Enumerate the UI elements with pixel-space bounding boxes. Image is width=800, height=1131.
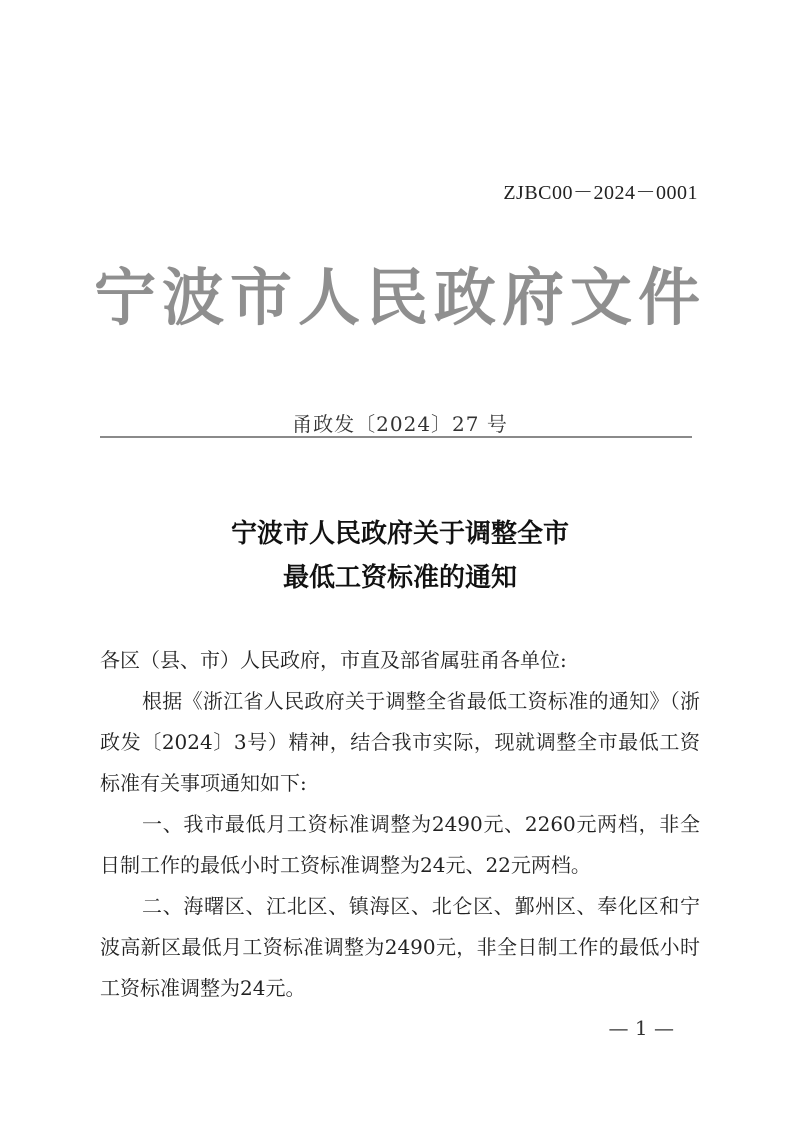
- paragraph-basis: 根据《浙江省人民政府关于调整全省最低工资标准的通知》（浙政发〔2024〕3号）精神，结合我市实际，现就调整全市最低工资标准有关事项通知如下:: [100, 689, 700, 795]
- document-title: [0, 512, 800, 600]
- document-body: [100, 640, 700, 1009]
- masthead-title: 宁波市人民政府文件: [93, 261, 706, 334]
- paragraph-item-1: 一、我市最低月工资标准调整为2490元、2260元两档，非全日制工作的最低小时工资标准调整为24元、22元两档。: [100, 812, 700, 877]
- document-code: ZJBC00－2024－0001: [503, 182, 698, 204]
- header-divider: [100, 436, 692, 438]
- document-number: 甬政发〔2024〕27 号: [292, 412, 508, 436]
- title-line-1: 宁波市人民政府关于调整全市: [230, 519, 569, 549]
- page-number: — 1 —: [608, 1016, 674, 1040]
- paragraph-item-2: 二、海曙区、江北区、镇海区、北仑区、鄞州区、奉化区和宁波高新区最低月工资标准调整为2490元，非全日制工作的最低小时工资标准调整为24元。: [100, 894, 700, 1000]
- title-line-2: 最低工资标准的通知: [282, 563, 517, 593]
- salutation: 各区（县、市）人民政府，市直及部省属驻甬各单位:: [100, 648, 567, 672]
